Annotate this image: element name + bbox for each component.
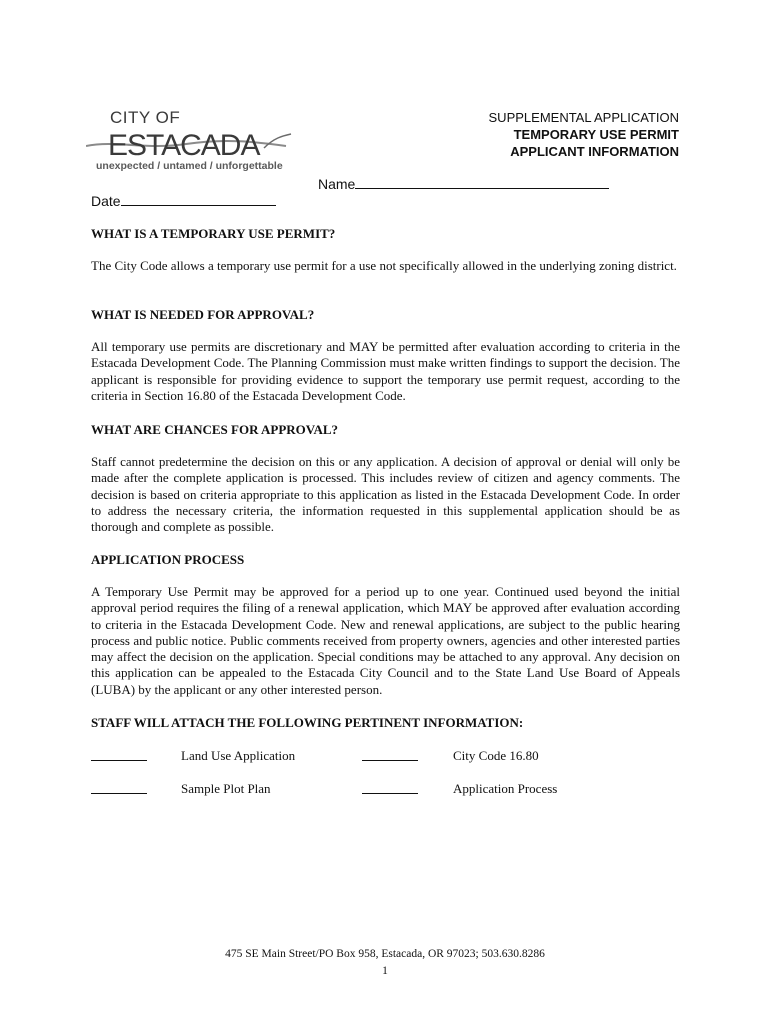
para-application-process: A Temporary Use Permit may be approved for a period up to one year. Continued used beyond the initial approval period requires the filing of a renewal application, which MAY be approved after evaluation according to criteria in the Estacada Development Code. New and renewal applications, are subject to the public hearing process and public notice. Public comments received from property owners, agencies and other interested parties may affect the decision on the application. Special conditions may be attached to any approval. Any decision on this application can be appealed to the Estacada City Council and to the State Land Use Board of Appeals (LUBA) by the applicant or any other interested person. (91, 584, 680, 697)
attachment-row (362, 748, 418, 765)
heading-staff-attachments: STAFF WILL ATTACH THE FOLLOWING PERTINENT INFORMATION: (91, 715, 524, 730)
attachment-blank[interactable] (362, 748, 418, 761)
attachment-blank[interactable] (91, 781, 147, 794)
heading-chances-for-approval: WHAT ARE CHANCES FOR APPROVAL? (91, 422, 339, 437)
attachment-label: Sample Plot Plan (181, 781, 271, 796)
header-supplemental: SUPPLEMENTAL APPLICATION (488, 110, 679, 125)
name-field (318, 175, 609, 192)
logo-wordmark (86, 126, 306, 160)
attachment-label: Application Process (453, 781, 558, 796)
name-label: Name (318, 176, 356, 192)
attachment-label: Land Use Application (181, 748, 296, 763)
date-field (91, 192, 276, 209)
logo-tagline: unexpected / untamed / unforgettable (96, 160, 283, 172)
logo-name-text: ESTACADA (108, 129, 260, 160)
para-needed-for-approval: All temporary use permits are discretionary and MAY be permitted after evaluation according to criteria in the Estacada Development Code. The Planning Commission must make written findings to support the decision. The applicant is responsible for providing evidence to support the temporary use permit request, according to the criteria in Section 16.80 of the Estacada Development Code. (91, 339, 680, 403)
page-number: 1 (382, 965, 388, 977)
heading-needed-for-approval: WHAT IS NEEDED FOR APPROVAL? (91, 307, 315, 322)
heading-application-process: APPLICATION PROCESS (91, 552, 245, 567)
header-applicant-info: APPLICANT INFORMATION (510, 144, 679, 159)
attachment-row (91, 781, 147, 798)
date-label: Date (91, 193, 121, 209)
footer-address: 475 SE Main Street/PO Box 958, Estacada, OR 97023; 503.630.8286 (225, 948, 545, 960)
city-logo (86, 108, 306, 180)
logo-city-of-text: CITY OF (110, 108, 181, 127)
name-input-line[interactable] (355, 175, 609, 189)
attachment-row (91, 748, 147, 765)
para-what-is-permit: The City Code allows a temporary use permit for a use not specifically allowed in the underlying zoning district. (91, 258, 677, 273)
attachment-row (362, 781, 418, 798)
attachment-blank[interactable] (362, 781, 418, 794)
attachment-blank[interactable] (91, 748, 147, 761)
header-permit-type: TEMPORARY USE PERMIT (513, 127, 679, 142)
attachment-label: City Code 16.80 (453, 748, 539, 763)
date-input-line[interactable] (121, 192, 276, 206)
para-chances-for-approval: Staff cannot predetermine the decision on this or any application. A decision of approval or denial will only be made after the complete application is processed. This includes review of citizen and agency comments. The decision is based on criteria appropriate to this application as listed in the Estacada Development Code. In order to address the necessary criteria, the information requested in this supplemental application should be as thorough and complete as possible. (91, 454, 680, 535)
heading-what-is-permit: WHAT IS A TEMPORARY USE PERMIT? (91, 226, 336, 241)
